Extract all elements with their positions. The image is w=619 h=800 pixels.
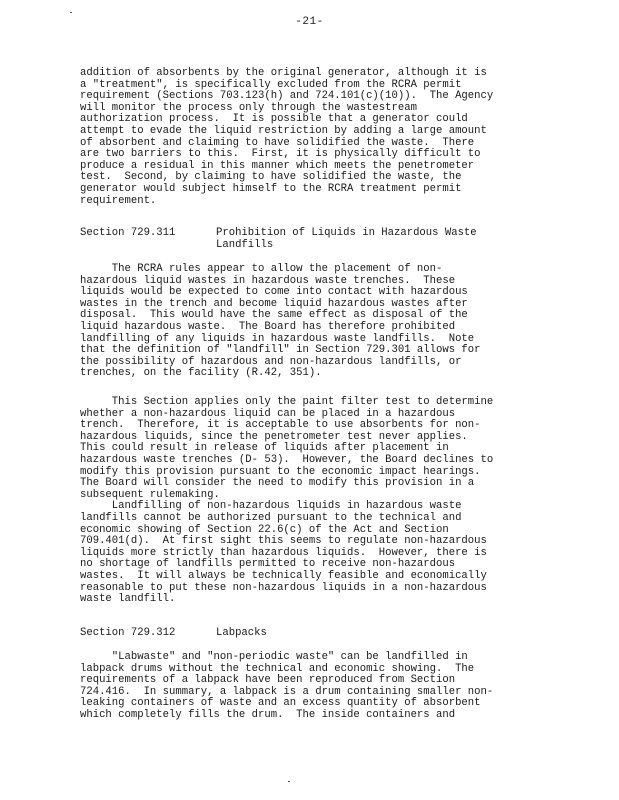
text-line: economic showing of Section 22.6(c) of the Act and Section [80, 523, 449, 536]
section-729-312-number: Section 729.312 [80, 627, 176, 639]
text-line: wastes. It will always be technically feasible and economically [80, 569, 487, 582]
text-line: liquid hazardous waste. The Board has therefore prohibited [80, 320, 456, 333]
text-line: requirements of a labpack have been reproduced from Section [80, 674, 456, 687]
text-line: hazardous liquid wastes in hazardous waste trenches. These [80, 274, 456, 287]
text-line: Landfilling of non-hazardous liquids in hazardous waste [80, 500, 462, 513]
text-line: 724.416. In summary, a labpack is a drum containing smaller non- [80, 685, 494, 698]
section-729-311-title [216, 228, 477, 251]
text-line: trench. Therefore, it is acceptable to use absorbents for non- [80, 419, 481, 432]
section-729-312-title: Labpacks [216, 627, 267, 639]
text-line: wastes in the trench and become liquid hazardous wastes after [80, 297, 468, 310]
paragraph-2 [80, 264, 560, 380]
section-title-line: Prohibition of Liquids in Hazardous Waste [216, 227, 477, 239]
paragraph-3 [80, 397, 560, 606]
section-title-line: Landfills [216, 238, 274, 251]
text-line: labpack drums without the technical and economic showing. The [80, 662, 475, 675]
text-line: 709.401(d). At first sight this seems to regulate non-hazardous [80, 535, 487, 548]
text-line: test. Second, by claiming to have solidified the waste, the [80, 171, 462, 184]
text-line: will monitor the process only through the wastestream [80, 101, 417, 114]
text-line: trenches, on the facility (R.42, 351). [80, 367, 322, 380]
text-line: addition of absorbents by the original generator, although it is [80, 67, 487, 79]
text-line: that the definition of "landfill" in Section 729.301 allows for [80, 344, 481, 357]
text-line: no shortage of landfills permitted to receive non-hazardous [80, 558, 456, 571]
text-line: This could result in release of liquids after placement in [80, 442, 449, 455]
text-line: landfills cannot be authorized pursuant to the technical and [80, 511, 462, 524]
text-line: attempt to evade the liquid restriction by adding a large amount [80, 124, 487, 137]
scan-speck [70, 12, 72, 13]
text-line: liquids would be expected to come into contact with hazardous [80, 286, 468, 299]
text-line: the possibility of hazardous and non-hazardous landfills, or [80, 355, 462, 368]
text-line: whether a non-hazardous liquid can be placed in a hazardous [80, 407, 456, 420]
text-line: requirement (Sections 703.123(h) and 724.101(c)(10)). The Agency [80, 90, 494, 103]
paragraph-1 [80, 68, 560, 207]
scan-speck [288, 781, 290, 782]
text-line: waste landfill. [80, 593, 176, 606]
text-line: a "treatment", is specifically excluded from the RCRA permit [80, 78, 462, 91]
text-line: This Section applies only the paint filter test to determine [80, 396, 494, 408]
text-line: requirement. [80, 194, 157, 207]
text-line: landfilling of any liquids in hazardous waste landfills. Note [80, 332, 475, 345]
paragraph-4 [80, 652, 560, 722]
text-line: authorization process. It is possible that a generator could [80, 113, 468, 126]
text-line: reasonable to put these non-hazardous liquids in a non-hazardous [80, 581, 487, 594]
text-line: The Board will consider the need to modify this provision in a [80, 477, 475, 490]
section-729-311-number: Section 729.311 [80, 227, 176, 239]
text-line: The RCRA rules appear to allow the placement of non- [80, 263, 443, 275]
text-line: which completely fills the drum. The inside containers and [80, 708, 456, 721]
text-line: leaking containers of waste and an excess quantity of absorbent [80, 697, 481, 710]
text-line: disposal. This would have the same effect as disposal of the [80, 309, 468, 322]
text-line: hazardous liquids, since the penetrometer test never applies. [80, 430, 468, 443]
text-line: are two barriers to this. First, it is physically difficult to [80, 148, 481, 161]
text-line: of absorbent and claiming to have solidified the waste. There [80, 136, 475, 149]
text-line: modify this provision pursuant to the economic impact hearings. [80, 465, 481, 478]
page-number: -21- [295, 16, 324, 28]
text-line: subsequent rulemaking. [80, 488, 220, 501]
text-line: produce a residual in this manner which meets the penetrometer [80, 159, 475, 172]
text-line: generator would subject himself to the RCRA treatment permit [80, 182, 462, 195]
text-line: hazardous waste trenches (D- 53). However, the Board declines to [80, 453, 494, 466]
text-line: "Labwaste" and "non-periodic waste" can be landfilled in [80, 651, 468, 663]
text-line: liquids more strictly than hazardous liquids. However, there is [80, 546, 487, 559]
